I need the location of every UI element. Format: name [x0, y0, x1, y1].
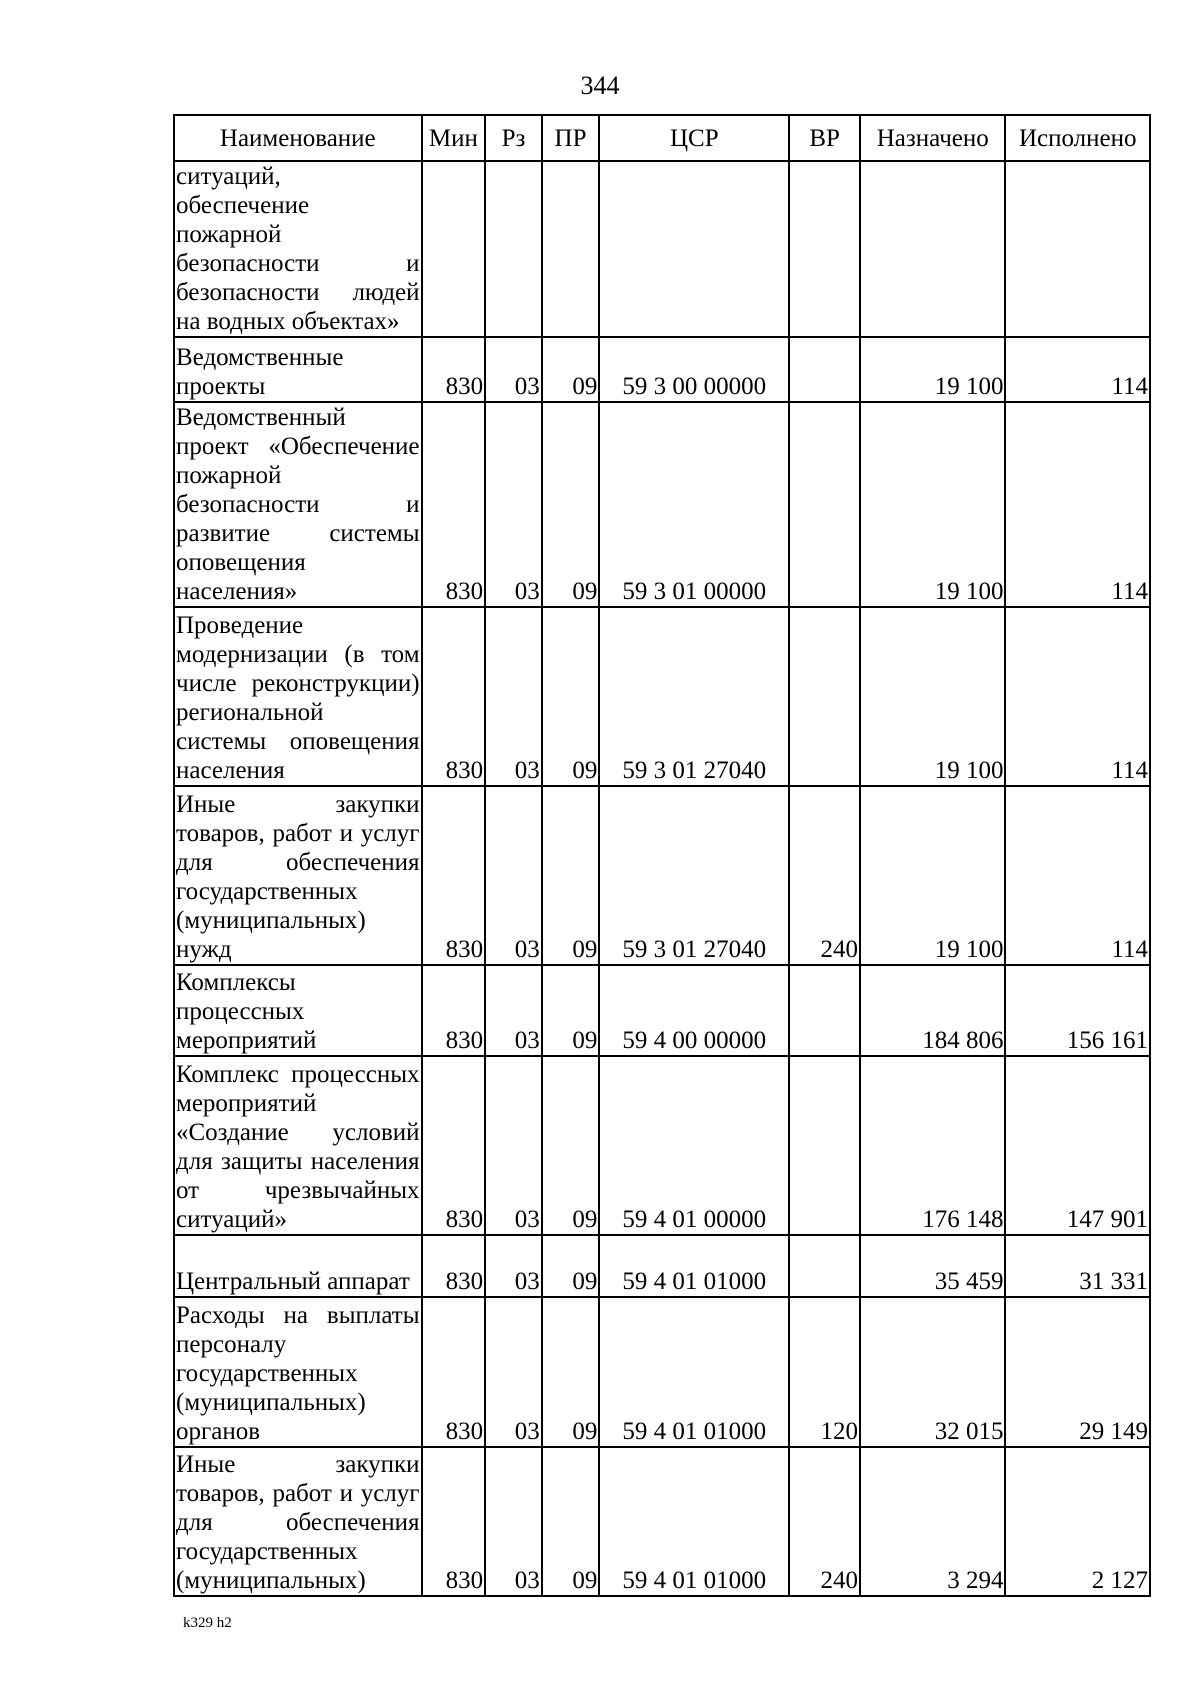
- row-vr: [789, 607, 860, 786]
- table-row: [174, 786, 1150, 965]
- header-executed: Исполнено: [1005, 115, 1150, 161]
- row-name: Центральный аппарат: [174, 1235, 422, 1297]
- row-rz: 03: [485, 1447, 542, 1596]
- row-csr: 59 4 00 00000: [599, 965, 789, 1056]
- row-min: 830: [422, 1235, 486, 1297]
- header-assigned: Назначено: [860, 115, 1005, 161]
- row-pr: 09: [542, 786, 600, 965]
- header-min: Мин: [422, 115, 486, 161]
- row-executed: 156 161: [1005, 965, 1150, 1056]
- row-executed: 29 149: [1005, 1297, 1150, 1447]
- row-rz: 03: [485, 1056, 542, 1235]
- row-assigned: 19 100: [860, 402, 1005, 607]
- row-assigned: 19 100: [860, 607, 1005, 786]
- header-csr: ЦСР: [599, 115, 789, 161]
- row-rz: 03: [485, 1297, 542, 1447]
- row-min: [422, 161, 486, 337]
- row-assigned: 176 148: [860, 1056, 1005, 1235]
- row-vr: [789, 402, 860, 607]
- row-min: 830: [422, 1056, 486, 1235]
- row-pr: 09: [542, 402, 600, 607]
- row-min: 830: [422, 1297, 486, 1447]
- footer-document-code: k329 h2: [183, 1615, 232, 1631]
- row-pr: 09: [542, 607, 600, 786]
- row-csr: [599, 161, 789, 337]
- row-vr: 120: [789, 1297, 860, 1447]
- row-executed: [1005, 161, 1150, 337]
- table-header-row: [174, 115, 1150, 161]
- row-csr: 59 4 01 01000: [599, 1235, 789, 1297]
- row-rz: 03: [485, 337, 542, 402]
- row-rz: 03: [485, 1235, 542, 1297]
- row-vr: [789, 1235, 860, 1297]
- row-executed: 114: [1005, 607, 1150, 786]
- row-min: 830: [422, 402, 486, 607]
- header-name: Наименование: [174, 115, 422, 161]
- table-row: [174, 1447, 1150, 1596]
- row-pr: 09: [542, 1297, 600, 1447]
- row-name: Ведомственные проекты: [174, 337, 422, 402]
- row-min: 830: [422, 607, 486, 786]
- row-rz: 03: [485, 402, 542, 607]
- table-row: [174, 337, 1150, 402]
- row-csr: 59 4 01 00000: [599, 1056, 789, 1235]
- header-rz: Рз: [485, 115, 542, 161]
- row-vr: 240: [789, 786, 860, 965]
- row-pr: 09: [542, 337, 600, 402]
- row-executed: 2 127: [1005, 1447, 1150, 1596]
- row-pr: [542, 161, 600, 337]
- row-rz: 03: [485, 965, 542, 1056]
- row-min: 830: [422, 786, 486, 965]
- row-name: ситуаций, обеспечение пожарной безопасности и безопасности людей на водных объектах»: [176, 163, 420, 335]
- table-row: [174, 965, 1150, 1056]
- row-rz: 03: [485, 786, 542, 965]
- row-pr: 09: [542, 1447, 600, 1596]
- row-name: Расходы на выплаты персоналу государственных (муниципальных) органов: [174, 1297, 422, 1447]
- row-assigned: 19 100: [860, 786, 1005, 965]
- table-row: [174, 607, 1150, 786]
- row-rz: 03: [485, 607, 542, 786]
- row-csr: 59 3 01 27040: [599, 607, 789, 786]
- row-min: 830: [422, 965, 486, 1056]
- row-assigned: 19 100: [860, 337, 1005, 402]
- row-vr: 240: [789, 1447, 860, 1596]
- row-name: Комплекс процессных мероприятий «Создание условий для защиты населения от чрезвычайных ситуаций»: [174, 1056, 422, 1235]
- table-row: [174, 1056, 1150, 1235]
- row-name: Ведомственный проект «Обеспечение пожарной безопасности и развитие системы оповещения населения»: [176, 404, 420, 605]
- row-executed: 147 901: [1005, 1056, 1150, 1235]
- row-min: 830: [422, 1447, 486, 1596]
- header-pr: ПР: [542, 115, 600, 161]
- row-name: Иные закупки товаров, работ и услуг для обеспечения государственных (муниципальных): [174, 1447, 422, 1596]
- row-executed: 114: [1005, 402, 1150, 607]
- row-pr: 09: [542, 1056, 600, 1235]
- row-name: Комплексы процессных мероприятий: [174, 965, 422, 1056]
- row-executed: 114: [1005, 337, 1150, 402]
- row-csr: 59 3 00 00000: [599, 337, 789, 402]
- row-assigned: 3 294: [860, 1447, 1005, 1596]
- row-executed: 31 331: [1005, 1235, 1150, 1297]
- row-rz: [485, 161, 542, 337]
- table-row: [174, 161, 1150, 337]
- row-assigned: [860, 161, 1005, 337]
- row-name: Проведение модернизации (в том числе реконструкции) региональной системы оповещения населения: [174, 607, 422, 786]
- row-vr: [789, 161, 860, 337]
- row-assigned: 32 015: [860, 1297, 1005, 1447]
- row-csr: 59 3 01 00000: [599, 402, 789, 607]
- table-row: [174, 1235, 1150, 1297]
- page-number: 344: [580, 71, 620, 100]
- row-csr: 59 4 01 01000: [599, 1447, 789, 1596]
- row-vr: [789, 337, 860, 402]
- header-vr: ВР: [789, 115, 860, 161]
- row-name: Иные закупки товаров, работ и услуг для обеспечения государственных (муниципальных) нужд: [174, 786, 422, 965]
- row-min: 830: [422, 337, 486, 402]
- row-executed: 114: [1005, 786, 1150, 965]
- row-pr: 09: [542, 1235, 600, 1297]
- row-vr: [789, 1056, 860, 1235]
- row-assigned: 35 459: [860, 1235, 1005, 1297]
- table-row: [174, 402, 1150, 607]
- row-assigned: 184 806: [860, 965, 1005, 1056]
- row-csr: 59 4 01 01000: [599, 1297, 789, 1447]
- row-pr: 09: [542, 965, 600, 1056]
- budget-execution-table: [173, 114, 1151, 1597]
- row-csr: 59 3 01 27040: [599, 786, 789, 965]
- row-vr: [789, 965, 860, 1056]
- table-row: [174, 1297, 1150, 1447]
